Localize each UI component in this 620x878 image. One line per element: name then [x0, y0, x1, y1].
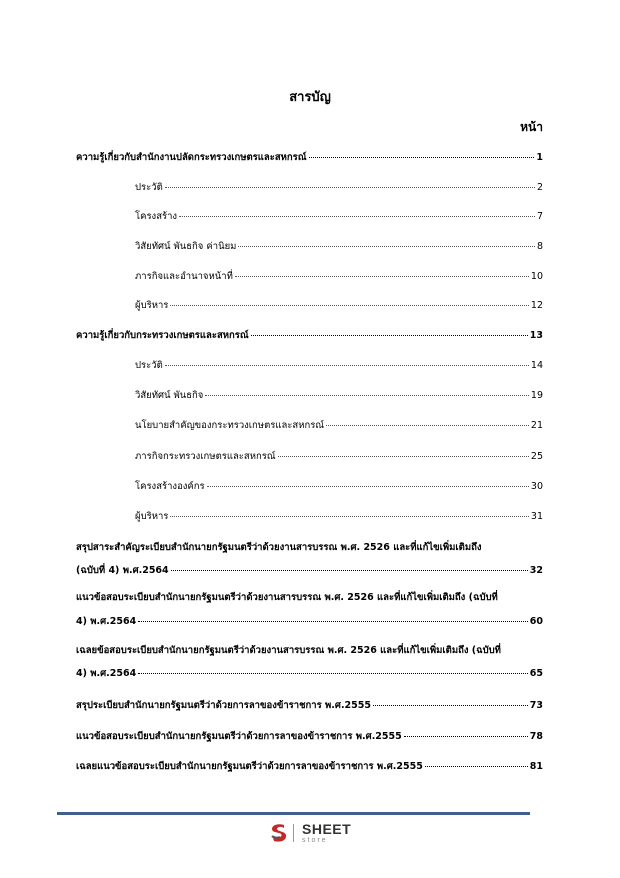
toc-entry-sub[interactable]: [135, 509, 543, 524]
dot-leader: [165, 365, 529, 366]
toc-entry-page: 21: [530, 420, 543, 431]
toc-entry-main[interactable]: [76, 729, 543, 744]
toc-entry-page: 10: [530, 271, 543, 282]
toc-entry-main[interactable]: [76, 563, 543, 578]
toc-entry-page: 19: [530, 390, 543, 401]
dot-leader: [251, 335, 528, 336]
toc-entry-sub[interactable]: [135, 209, 543, 224]
sheet-store-logo: [268, 822, 351, 844]
dot-leader: [205, 395, 529, 396]
toc-entry-sub[interactable]: [135, 449, 543, 464]
toc-entry-page: 8: [536, 241, 543, 252]
toc-entry-page: 25: [530, 451, 543, 462]
toc-entry-first-line[interactable]: แนวข้อสอบระเบียบสำนักนายกรัฐมนตรีว่าด้วยงานสารบรรณ พ.ศ. 2526 และที่แก้ไขเพิ่มเติมถึง (ฉบับที่: [76, 592, 498, 603]
toc-entry-label: ความรู้เกี่ยวกับสำนักงานปลัดกระทรวงเกษตรและสหกรณ์: [76, 152, 307, 163]
toc-entry-label: วิสัยทัศน์ พันธกิจ ค่านิยม: [135, 241, 237, 252]
toc-entry-main[interactable]: [76, 698, 543, 713]
page-title: สารบัญ: [289, 90, 331, 105]
toc-entry-label: วิสัยทัศน์ พันธกิจ: [135, 390, 204, 401]
toc-entry-label: (ฉบับที่ 4) พ.ศ.2564: [76, 565, 169, 576]
toc-entry-label: โครงสร้าง: [135, 211, 178, 222]
toc-entry-label: เฉลยแนวข้อสอบระเบียบสำนักนายกรัฐมนตรีว่าด้วยการลาของข้าราชการ พ.ศ.2555: [76, 761, 423, 772]
toc-entry-sub[interactable]: [135, 479, 543, 494]
toc-entry-page: 60: [529, 616, 543, 627]
toc-entry-label: 4) พ.ศ.2564: [76, 668, 137, 679]
toc-entry-label: ความรู้เกี่ยวกับกระทรวงเกษตรและสหกรณ์: [76, 330, 249, 341]
toc-entry-first-line[interactable]: เฉลยข้อสอบระเบียบสำนักนายกรัฐมนตรีว่าด้วยงานสารบรรณ พ.ศ. 2526 และที่แก้ไขเพิ่มเติมถึง (ฉบับที่: [76, 645, 501, 656]
toc-entry-label: ประวัติ: [135, 182, 163, 193]
dot-leader: [235, 276, 529, 277]
toc-entry-label: ประวัติ: [135, 360, 163, 371]
toc-entry-label: 4) พ.ศ.2564: [76, 616, 137, 627]
sheet-store-logo-icon: [268, 822, 290, 844]
dot-leader: [373, 705, 528, 706]
dot-leader: [165, 187, 535, 188]
toc-entry-page: 12: [530, 300, 543, 311]
dot-leader: [425, 766, 528, 767]
toc-entry-main[interactable]: [76, 666, 543, 681]
toc-entry-page: 31: [530, 511, 543, 522]
logo-separator: [293, 824, 294, 842]
toc-entry-page: 32: [529, 565, 543, 576]
toc-entry-page: 13: [529, 330, 543, 341]
logo-subtitle: store: [302, 837, 328, 844]
dot-leader: [309, 157, 535, 158]
toc-entry-label: นโยบายสำคัญของกระทรวงเกษตรและสหกรณ์: [135, 420, 325, 431]
dot-leader: [326, 425, 529, 426]
page-column-label: หน้า: [520, 120, 543, 134]
toc-entry-label: ผู้บริหาร: [135, 511, 169, 522]
toc-entry-page: 1: [536, 152, 543, 163]
logo-wordmark: SHEET: [302, 821, 352, 837]
toc-entry-page: 73: [529, 700, 543, 711]
toc-entry-sub[interactable]: [135, 388, 543, 403]
dot-leader: [171, 570, 528, 571]
toc-entry-sub[interactable]: [135, 418, 543, 433]
dot-leader: [404, 736, 528, 737]
toc-entry-page: 78: [529, 731, 543, 742]
toc-entry-main[interactable]: [76, 328, 543, 343]
footer-rule: [57, 812, 530, 815]
toc-entry-sub[interactable]: [135, 239, 543, 254]
toc-entry-label: ภารกิจและอำนาจหน้าที่: [135, 271, 233, 282]
toc-entry-label: โครงสร้างองค์กร: [135, 481, 205, 492]
toc-entry-sub[interactable]: [135, 358, 543, 373]
toc-entry-label: แนวข้อสอบระเบียบสำนักนายกรัฐมนตรีว่าด้วยการลาของข้าราชการ พ.ศ.2555: [76, 731, 402, 742]
toc-entry-label: ภารกิจกระทรวงเกษตรและสหกรณ์: [135, 451, 276, 462]
dot-leader: [207, 486, 529, 487]
dot-leader: [238, 246, 535, 247]
toc-entry-label: สรุประเบียบสำนักนายกรัฐมนตรีว่าด้วยการลาของข้าราชการ พ.ศ.2555: [76, 700, 371, 711]
toc-entry-label: ผู้บริหาร: [135, 300, 169, 311]
toc-entry-page: 2: [536, 182, 543, 193]
toc-entry-page: 65: [529, 668, 543, 679]
toc-entry-page: 30: [530, 481, 543, 492]
dot-leader: [138, 673, 528, 674]
toc-entry-main[interactable]: [76, 614, 543, 629]
dot-leader: [170, 516, 529, 517]
toc-entry-main[interactable]: [76, 150, 543, 165]
dot-leader: [138, 621, 528, 622]
toc-entry-page: 7: [536, 211, 543, 222]
dot-leader: [278, 456, 529, 457]
toc-entry-first-line[interactable]: สรุปสาระสำคัญระเบียบสำนักนายกรัฐมนตรีว่าด้วยงานสารบรรณ พ.ศ. 2526 และที่แก้ไขเพิ่มเติมถึง: [76, 542, 482, 553]
dot-leader: [179, 216, 535, 217]
toc-entry-page: 81: [529, 761, 543, 772]
toc-entry-page: 14: [530, 360, 543, 371]
dot-leader: [170, 305, 529, 306]
toc-entry-sub[interactable]: [135, 269, 543, 284]
toc-entry-sub[interactable]: [135, 298, 543, 313]
toc-entry-main[interactable]: [76, 759, 543, 774]
toc-entry-sub[interactable]: [135, 180, 543, 195]
